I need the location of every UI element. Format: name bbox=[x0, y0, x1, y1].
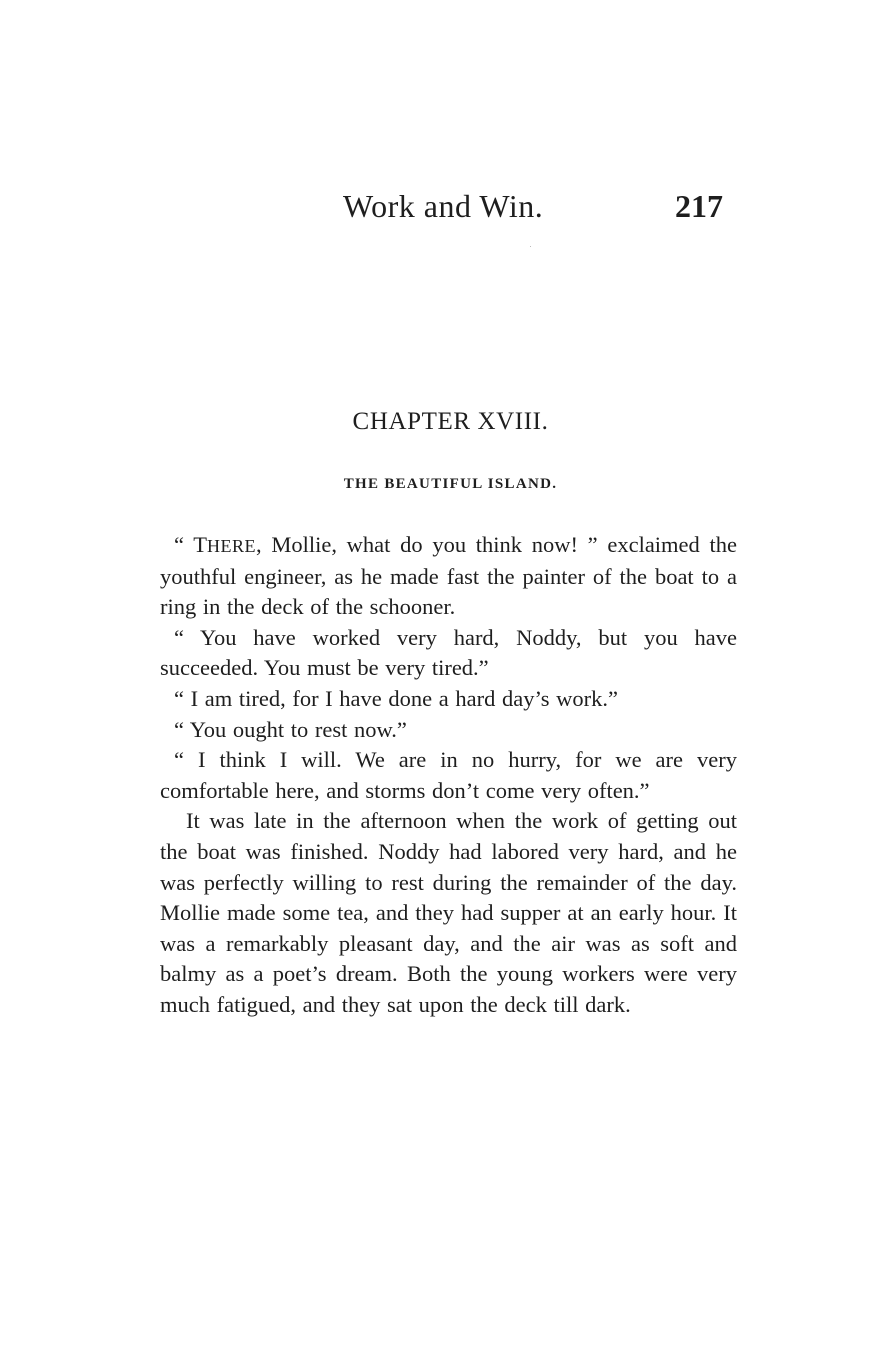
chapter-heading: CHAPTER XVIII. bbox=[352, 408, 549, 435]
chapter-subtitle: THE BEAUTIFUL ISLAND. bbox=[343, 476, 558, 492]
page-number: 217 bbox=[675, 188, 723, 224]
paragraph: “ I am tired, for I have done a hard day’s work.” bbox=[174, 685, 618, 711]
running-head bbox=[0, 188, 883, 238]
paragraph: “ I think I will. We are in no hurry, for we are very comfortable here, and storms don’t come very often.” bbox=[160, 747, 737, 803]
paragraph: “ You ought to rest now.” bbox=[174, 716, 407, 742]
running-title: Work and Win. bbox=[343, 188, 544, 224]
paragraph: It was late in the afternoon when the work of getting out the boat was finished. Noddy had labored very hard, and he was perfectly willing to rest during the remainder of the day. Mollie made some tea, and they had supper at an early hour. It was a remarkably pleasant day, and the air was as soft and balmy as a poet’s dream. Both the young workers were very much fatigued, and they sat upon the deck till dark. bbox=[160, 808, 737, 1017]
body-text bbox=[160, 530, 737, 1021]
print-speck bbox=[530, 246, 531, 247]
paragraph: “ THERE, Mollie, what do you think now! ” exclaimed the youthful engineer, as he made fast the painter of the boat to a ring in the deck of the schooner. bbox=[160, 532, 737, 620]
paragraph: “ You have worked very hard, Noddy, but you have succeeded. You must be very tired.” bbox=[160, 624, 737, 681]
